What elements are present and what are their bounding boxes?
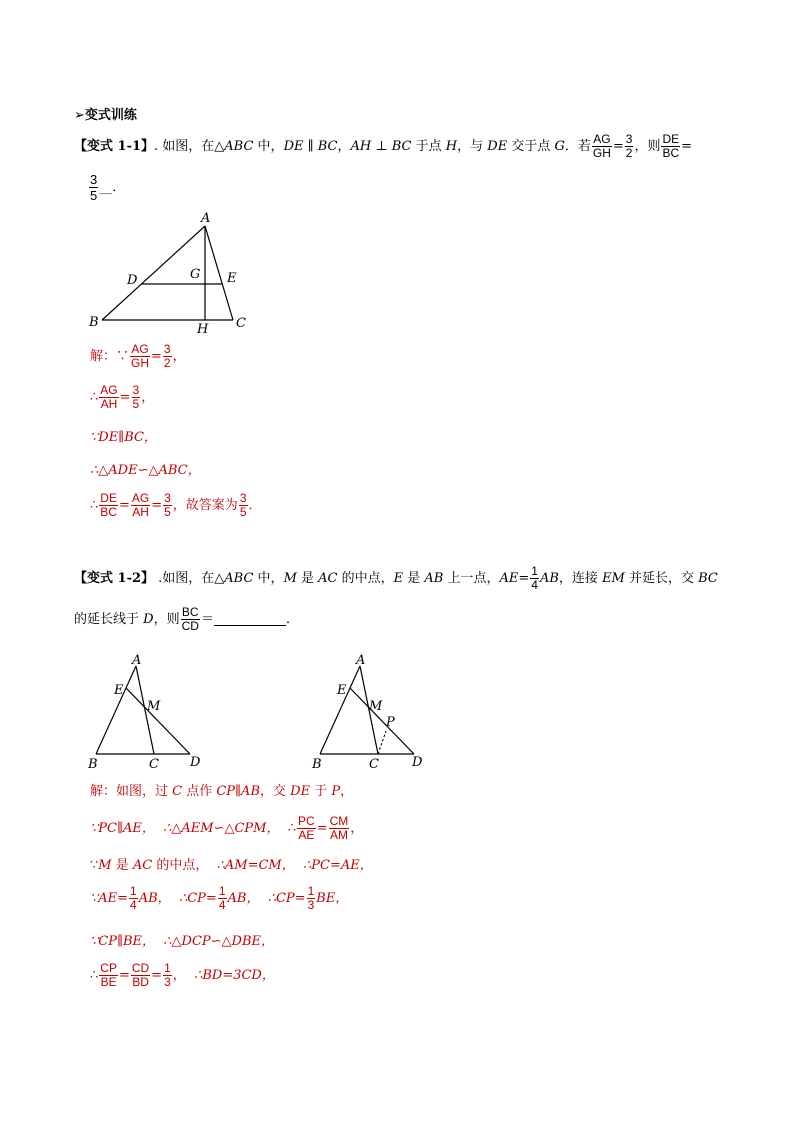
text: = — [118, 968, 130, 983]
text: = — [612, 139, 624, 154]
text: ∴ — [90, 390, 99, 405]
text: ∵CP∥BE， — [90, 934, 156, 949]
numerator: PC — [298, 814, 315, 828]
numerator: 3 — [625, 132, 633, 146]
numerator: 3 — [163, 342, 171, 356]
text: H — [445, 139, 458, 154]
fraction — [129, 885, 138, 912]
label-a: A — [132, 653, 142, 668]
text: BC — [391, 139, 412, 154]
fraction — [239, 492, 248, 519]
text: ABC — [224, 571, 254, 586]
text: AC — [318, 571, 338, 586]
fraction — [307, 885, 316, 912]
numerator: AG — [100, 383, 118, 397]
text: ∴△AEM∽△CPM， — [163, 821, 280, 836]
numerator: 3 — [239, 491, 247, 505]
text: 上一点， — [443, 571, 500, 586]
solution-1-line-4: ∴△ADE∽△ABC， — [90, 463, 201, 478]
text: DE — [487, 139, 508, 154]
fraction — [163, 962, 172, 989]
text: 是 — [111, 858, 133, 873]
text: ， — [141, 390, 155, 405]
text: 于 — [310, 784, 332, 799]
text: ∵AE= — [90, 891, 129, 906]
numerator: 1 — [164, 961, 171, 975]
denominator: 2 — [163, 356, 171, 370]
text: AB， — [138, 891, 171, 906]
edge-ab — [96, 666, 136, 754]
denominator: 3 — [164, 975, 171, 989]
text: ∴BD=3CD， — [194, 968, 275, 983]
text: BC — [698, 571, 718, 586]
text: DE — [283, 139, 304, 154]
fraction — [99, 492, 118, 519]
fraction — [181, 606, 200, 633]
denominator: 5 — [239, 505, 247, 519]
problem-2-statement — [74, 565, 718, 592]
numerator: AG — [131, 342, 149, 356]
text: AH — [350, 139, 372, 154]
text: = — [316, 821, 328, 836]
text: CP∥AB — [216, 784, 260, 799]
text: P — [331, 784, 341, 799]
text: ．若 — [564, 139, 591, 154]
text: C — [172, 784, 183, 799]
text: 是 — [403, 571, 425, 586]
text: 交于点 — [507, 139, 555, 154]
label-c: C — [369, 757, 379, 772]
fraction — [132, 384, 141, 411]
solution-2-line-6 — [90, 962, 275, 989]
text: M — [283, 571, 297, 586]
text: AE — [499, 571, 519, 586]
numerator: BC — [181, 605, 199, 619]
denominator: AM — [329, 828, 348, 842]
segment-cp-dashed — [378, 731, 386, 754]
numerator: AG — [593, 132, 611, 146]
text: ，交 — [260, 784, 291, 799]
denominator: AH — [132, 505, 149, 519]
text: ∴ — [90, 968, 99, 983]
label-m: M — [369, 699, 383, 714]
text: ∴AM=CM， — [216, 858, 295, 873]
denominator: GH — [131, 356, 150, 370]
text: 中， — [253, 139, 284, 154]
denominator: 4 — [531, 578, 538, 592]
text: ，则 — [153, 612, 180, 627]
denominator: BE — [100, 975, 117, 989]
text: DE — [290, 784, 311, 799]
label-p: P — [386, 715, 395, 730]
label-e: E — [337, 683, 347, 698]
text: = — [518, 571, 530, 586]
section-heading: ➢变式训练 — [74, 108, 137, 123]
fraction — [130, 343, 150, 370]
figure-2-auxiliary — [306, 652, 436, 774]
text: ． — [285, 612, 299, 627]
problem-2-tag: 【变式 1-2】 — [74, 571, 155, 586]
figure-2-triangle — [82, 652, 212, 774]
denominator: 2 — [625, 146, 633, 160]
numerator: 3 — [164, 491, 171, 505]
segment-ed — [126, 688, 190, 754]
fraction — [218, 885, 227, 912]
text: ∴PC=AE， — [303, 858, 373, 873]
text: AB — [539, 571, 559, 586]
numerator: DE — [100, 491, 117, 505]
numerator: 1 — [218, 884, 226, 898]
denominator: BC — [662, 146, 680, 160]
fraction — [530, 565, 539, 592]
numerator: CM — [329, 814, 349, 828]
text: D — [143, 612, 154, 627]
label-e: E — [227, 271, 237, 286]
fraction — [625, 133, 634, 160]
denominator: BC — [100, 505, 117, 519]
text: ⊥ — [371, 139, 392, 154]
text: ， — [350, 821, 364, 836]
fraction — [163, 492, 172, 519]
edge-ab — [320, 666, 360, 754]
numerator: 3 — [90, 172, 98, 187]
text: 是 — [296, 571, 319, 586]
text: ∴ — [90, 498, 99, 513]
fraction — [297, 815, 316, 842]
text: AC — [132, 858, 153, 873]
denominator: GH — [592, 146, 611, 160]
label-b: B — [88, 757, 98, 772]
problem-1-answer — [88, 172, 125, 203]
answer-tail: __． — [99, 180, 126, 195]
answer-blank[interactable] — [214, 613, 286, 626]
text: ． — [248, 498, 262, 513]
denominator: 5 — [90, 188, 98, 203]
solution-1-line-2 — [90, 384, 154, 411]
text: = — [151, 498, 163, 513]
text: ， — [172, 968, 186, 983]
fraction — [131, 492, 150, 519]
text: = — [151, 968, 163, 983]
solution-2-line-2 — [90, 815, 363, 842]
text: 中， — [253, 571, 284, 586]
text: ∥ — [303, 139, 318, 154]
fraction — [592, 133, 612, 160]
numerator: 1 — [307, 884, 315, 898]
label-b: B — [312, 757, 322, 772]
label-d: D — [190, 755, 201, 770]
fraction — [99, 962, 118, 989]
denominator: 5 — [132, 397, 140, 411]
numerator: DE — [662, 132, 680, 146]
text: = — [151, 349, 162, 364]
solution-2-line-1 — [90, 784, 353, 800]
numerator: 1 — [531, 564, 538, 578]
text: BE， — [316, 891, 349, 906]
numerator: AG — [131, 491, 150, 505]
problem-2-statement-line-2 — [74, 606, 299, 633]
label-g: G — [190, 267, 201, 282]
text: ，故答案为 — [172, 498, 238, 513]
denominator: AE — [298, 828, 315, 842]
numerator: CD — [131, 961, 150, 975]
solution-1-line-1 — [90, 343, 186, 370]
fraction — [99, 384, 118, 411]
text: ， — [337, 139, 351, 154]
denominator: CD — [181, 619, 199, 633]
text: 点作 — [182, 784, 217, 799]
text: = — [681, 139, 693, 154]
text: E — [393, 571, 404, 586]
solution-1-line-3: ∵DE∥BC， — [90, 430, 157, 445]
text: ， — [172, 349, 186, 364]
text: ∴ — [287, 821, 297, 836]
text: 解：∵ — [90, 349, 130, 364]
denominator: 4 — [218, 898, 226, 912]
figure-1-triangle — [80, 208, 260, 340]
text: 解：如图，过 — [90, 784, 173, 799]
numerator: 1 — [130, 884, 137, 898]
fraction — [329, 815, 350, 842]
label-b: B — [89, 315, 99, 330]
text: G — [554, 139, 565, 154]
text: ∵ — [90, 858, 99, 873]
text: = — [119, 390, 131, 405]
denominator: 3 — [307, 898, 315, 912]
label-d: D — [412, 755, 423, 770]
text: ，与 — [457, 139, 488, 154]
denominator: BD — [132, 975, 149, 989]
text: 并延长，交 — [624, 571, 699, 586]
text: ，则 — [634, 139, 661, 154]
fraction — [131, 962, 150, 989]
label-c: C — [149, 757, 159, 772]
text: .如图，在△ — [154, 571, 225, 586]
problem-1-statement — [74, 133, 692, 160]
problem-1-tag: 【变式 1-1】 — [74, 139, 155, 154]
denominator: 5 — [164, 505, 171, 519]
text: 的中点， — [337, 571, 394, 586]
text: ，连接 — [558, 571, 603, 586]
text: M — [98, 858, 112, 873]
text: 的延长线于 — [74, 612, 144, 627]
text: EM — [602, 571, 625, 586]
text: ， — [340, 784, 354, 799]
text: ABC — [224, 139, 254, 154]
text: AB， — [227, 891, 260, 906]
denominator: AH — [100, 397, 118, 411]
label-m: M — [147, 699, 161, 714]
solution-1-line-5 — [90, 492, 262, 519]
label-c: C — [236, 316, 246, 331]
text: ∵PC∥AE， — [90, 821, 155, 836]
label-a: A — [356, 653, 366, 668]
label-a: A — [201, 211, 211, 226]
text: ∴△DCP∽△DBE， — [163, 934, 275, 949]
solution-2-line-5 — [90, 934, 274, 950]
text: . 如图，在△ — [154, 139, 225, 154]
denominator: 4 — [130, 898, 137, 912]
numerator: CP — [100, 961, 117, 975]
text: 的中点， — [152, 858, 209, 873]
text: = — [118, 498, 130, 513]
label-e: E — [114, 683, 124, 698]
solution-2-line-4 — [90, 885, 348, 912]
fraction — [163, 343, 172, 370]
numerator: 3 — [132, 383, 140, 397]
label-d: D — [127, 273, 138, 288]
text: 于点 — [411, 139, 446, 154]
label-h: H — [197, 322, 209, 337]
text: BC — [317, 139, 338, 154]
text: ∴CP= — [178, 891, 217, 906]
fraction — [661, 133, 680, 160]
text: ＝ — [200, 612, 214, 627]
solution-2-line-3 — [90, 858, 373, 874]
answer-fraction — [89, 172, 98, 203]
text: ∴CP= — [267, 891, 306, 906]
text: AB — [424, 571, 444, 586]
